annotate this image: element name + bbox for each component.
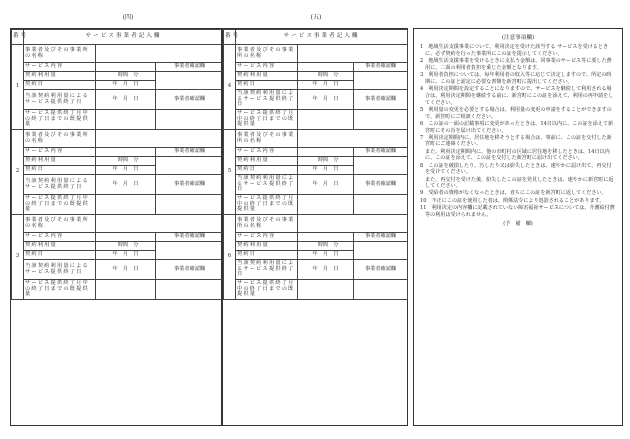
provider-label: 事業者及びその事業所の名称 (236, 130, 298, 148)
used-amount-label: サービス提供終了月中の終了日までの既提供量 (24, 195, 96, 215)
contract-amount-label: 契約利用量 (24, 242, 96, 251)
service-label: サービス内容 (24, 63, 96, 72)
confirm-label: 事業者確認欄 (156, 90, 224, 110)
contract-amount-label: 契約利用量 (236, 242, 298, 251)
provider-label: 事業者及びその事業所の名称 (24, 215, 96, 233)
provider-value (298, 130, 408, 148)
section-title: サービス事業者記入欄 (236, 30, 408, 45)
notes-panel (413, 28, 623, 426)
entry-block (12, 130, 224, 215)
confirm-stamp (156, 280, 224, 300)
provider-value (298, 215, 408, 233)
used-amount-value (298, 195, 354, 215)
confirm-label: 事業者確認欄 (354, 63, 408, 72)
provider-table-4 (11, 29, 224, 300)
page-label-4: (四) (122, 14, 134, 21)
confirm-stamp (354, 110, 408, 130)
contract-amount-label: 契約利用量 (24, 157, 96, 166)
termination-label: 当該契約利用量によるサービス提供終了日 (236, 90, 298, 110)
entry-number: 4 (224, 45, 236, 130)
provider-table-5 (223, 29, 408, 300)
entry-block (224, 130, 408, 215)
termination-label: 当該契約利用量によるサービス提供終了日 (24, 175, 96, 195)
service-value (96, 148, 156, 157)
service-value (298, 63, 354, 72)
provider-label: 事業者及びその事業所の名称 (236, 45, 298, 63)
service-value (298, 233, 354, 242)
used-amount-value (298, 280, 354, 300)
confirm-stamp (156, 242, 224, 260)
provider-label: 事業者及びその事業所の名称 (236, 215, 298, 233)
provider-value (96, 45, 224, 63)
contract-amount-value: 時間 分 (96, 157, 156, 166)
confirm-label: 事業者確認欄 (156, 63, 224, 72)
provider-label: 事業者及びその事業所の名称 (24, 45, 96, 63)
page-label-5: (五) (310, 14, 322, 21)
confirm-stamp (156, 157, 224, 175)
confirm-label: 事業者確認欄 (156, 175, 224, 195)
note-item: 5 利用量の変更を必要とする場合は、利用量の変更の申請をすることができますので、新宮町にご相談ください。 (420, 106, 612, 120)
note-item: 7 利用決定期間内に、居住地を移そうとする場合は、事前に、この証を交付した新宮町にご連絡ください。 (420, 134, 612, 148)
confirm-stamp (354, 72, 408, 90)
contract-amount-value: 時間 分 (96, 72, 156, 81)
termination-value: 年 月 日 (96, 90, 156, 110)
entry-block (12, 215, 224, 300)
confirm-label: 事業者確認欄 (156, 260, 224, 280)
contract-date-label: 契約日 (236, 81, 298, 90)
entry-block (224, 215, 408, 300)
contract-amount-value: 時間 分 (298, 157, 354, 166)
confirm-label: 事業者確認欄 (354, 260, 408, 280)
used-amount-value (96, 195, 156, 215)
termination-value: 年 月 日 (96, 260, 156, 280)
confirm-label: 事業者確認欄 (354, 175, 408, 195)
entry-number: 5 (224, 130, 236, 215)
confirm-stamp (354, 242, 408, 260)
contract-amount-value: 時間 分 (298, 242, 354, 251)
contract-date-label: 契約日 (24, 251, 96, 260)
provider-value (298, 45, 408, 63)
contract-date-value: 年 月 日 (96, 166, 156, 175)
termination-value: 年 月 日 (298, 260, 354, 280)
contract-amount-value: 時間 分 (298, 72, 354, 81)
entry-number: 2 (12, 130, 24, 215)
termination-label: 当該契約利用量によるサービス提供終了日 (236, 260, 298, 280)
confirm-label: 事業者確認欄 (354, 90, 408, 110)
termination-value: 年 月 日 (298, 90, 354, 110)
contract-amount-label: 契約利用量 (236, 72, 298, 81)
register-page-4 (10, 28, 222, 426)
section-title: サービス事業者記入欄 (24, 30, 224, 45)
used-amount-label: サービス提供終了月中の終了日までの既提供量 (236, 195, 298, 215)
contract-date-value: 年 月 日 (96, 81, 156, 90)
service-value (298, 148, 354, 157)
contract-date-label: 契約日 (24, 166, 96, 175)
confirm-label: 事業者確認欄 (354, 233, 408, 242)
note-item: 9 受給者の資格がなくなったときは、直ちにこの証を新宮町に返してください。 (420, 190, 607, 197)
number-header: 番号 (12, 30, 24, 45)
note-item: 11 利用決定の内容欄に記載されていない障害福祉サービスについては、介護給付費等の利用は受けられません。 (420, 204, 615, 218)
entry-block (224, 45, 408, 130)
used-amount-label: サービス提供終了月中の終了日までの既提供量 (236, 280, 298, 300)
note-item: また、再交付を受けた後、紛失したこの証を発見したときは、速やかに新宮町に返してください。 (425, 176, 614, 190)
used-amount-label: サービス提供終了月中の終了日までの既提供量 (24, 110, 96, 130)
termination-value: 年 月 日 (96, 175, 156, 195)
contract-date-value: 年 月 日 (298, 251, 354, 260)
confirm-stamp (156, 195, 224, 215)
contract-date-label: 契約日 (236, 251, 298, 260)
note-item: 8 この証を破損したり、汚したり又は紛失したときは、速やかに届け出て、再交付を受けてください。 (420, 162, 612, 176)
note-item: 3 利用者負担については、毎年利用者の収入等に応じて決定しますので、所定の時期に、この証と認定に必要な書類を新宮町に提出してください。 (420, 72, 612, 85)
used-amount-label: サービス提供終了月中の終了日までの既提供量 (236, 110, 298, 130)
notes-title: (注意事項欄) (501, 35, 535, 41)
notes-list (420, 44, 616, 218)
entry-number: 6 (224, 215, 236, 300)
confirm-label: 事業者確認欄 (354, 148, 408, 157)
confirm-stamp (354, 280, 408, 300)
entry-number: 1 (12, 45, 24, 130)
contract-date-label: 契約日 (236, 166, 298, 175)
service-value (96, 233, 156, 242)
note-item: 2 地域生活支援事業を受けるときに支払う金額は、同事業のサービス等に要した費用に、二面の利用者負担を乗じた金額となります。 (420, 58, 612, 72)
confirm-stamp (354, 157, 408, 175)
note-item: 4 利用決定期間を設定することになりますので、サービスを継続して利用される場合は、利用決定期間を継続する前に、新宮町にこの証を添えて、利用の再申請をしてください。 (420, 86, 614, 106)
provider-value (96, 130, 224, 148)
termination-label: 当該契約利用量によるサービス提供終了日 (24, 260, 96, 280)
confirm-stamp (354, 195, 408, 215)
termination-label: 当該契約利用量によるサービス提供終了日 (24, 90, 96, 110)
service-label: サービス内容 (236, 63, 298, 72)
used-amount-value (298, 110, 354, 130)
entry-number: 3 (12, 215, 24, 300)
contract-amount-label: 契約利用量 (24, 72, 96, 81)
note-item: 10 不正にこの証を使用した者は、関係法令により処罰されることがあります。 (420, 197, 605, 204)
contract-amount-label: 契約利用量 (236, 157, 298, 166)
register-page-5 (222, 28, 408, 426)
number-header: 番号 (224, 30, 236, 45)
notes-footer: (予 備 欄) (503, 221, 533, 228)
entry-block (12, 45, 224, 130)
termination-label: 当該契約利用量によるサービス提供終了日 (236, 175, 298, 195)
service-label: サービス内容 (236, 148, 298, 157)
service-label: サービス内容 (24, 233, 96, 242)
service-label: サービス内容 (236, 233, 298, 242)
confirm-stamp (156, 72, 224, 90)
contract-date-label: 契約日 (24, 81, 96, 90)
confirm-stamp (156, 110, 224, 130)
provider-value (96, 215, 224, 233)
service-value (96, 63, 156, 72)
confirm-label: 事業者確認欄 (156, 148, 224, 157)
contract-amount-value: 時間 分 (96, 242, 156, 251)
termination-value: 年 月 日 (298, 175, 354, 195)
used-amount-value (96, 280, 156, 300)
contract-date-value: 年 月 日 (96, 251, 156, 260)
contract-date-value: 年 月 日 (298, 166, 354, 175)
contract-date-value: 年 月 日 (298, 81, 354, 90)
used-amount-value (96, 110, 156, 130)
used-amount-label: サービス提供終了月中の終了日までの既提供量 (24, 280, 96, 300)
provider-label: 事業者及びその事業所の名称 (24, 130, 96, 148)
note-item: また、利用決定期間内に、他の市町村の区域に居住地を移したときは、14日以内に、この証を添えて、この証を交付した新宮町に届け出てください。 (425, 148, 610, 162)
confirm-label: 事業者確認欄 (156, 233, 224, 242)
note-item: 6 この証の一面の記載事項に変更があったときは、14日以内に、この証を添えて新宮町にその旨を届け出てください。 (420, 120, 614, 134)
note-item: 1 地域生活支援事業について、利用決定を受けた該当する サービスを受けるときに、必ず契約を行った事業所にこの証を提示してください。 (420, 44, 609, 58)
service-label: サービス内容 (24, 148, 96, 157)
